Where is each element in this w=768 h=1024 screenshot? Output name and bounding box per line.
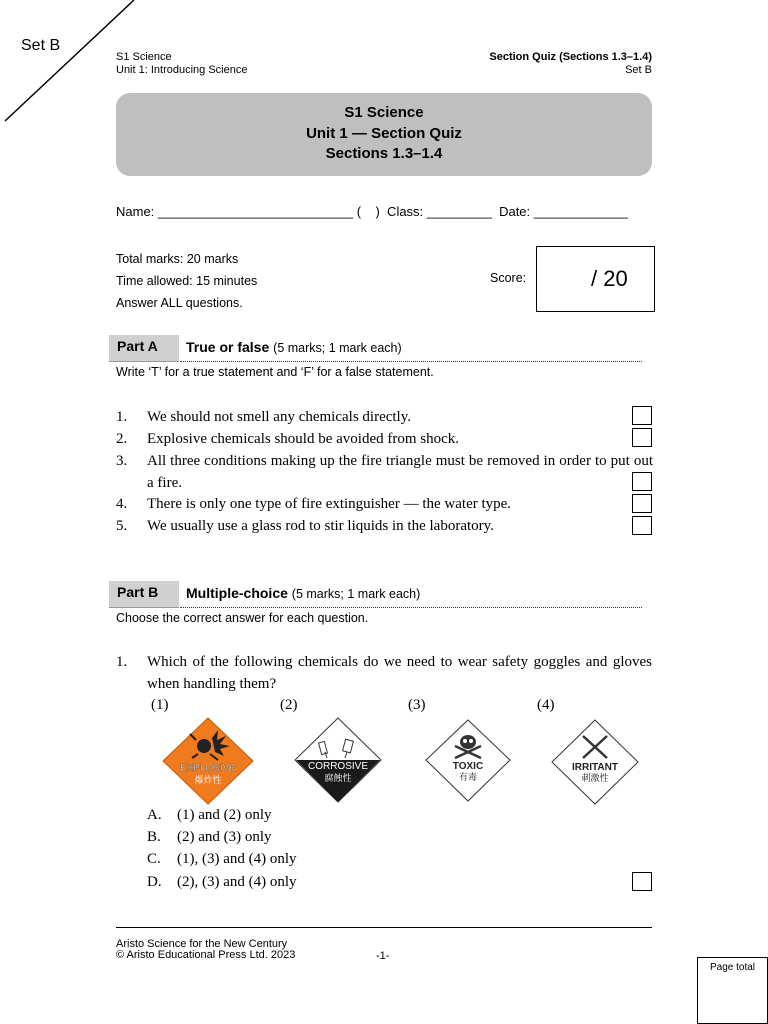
corrosive-hazard-icon: [292, 716, 384, 804]
header-unit: Unit 1: Introducing Science: [116, 64, 248, 76]
part-b-dotted-rule: [180, 607, 642, 608]
title-line-2: Unit 1 — Section Quiz: [306, 124, 462, 142]
footer-publisher: [116, 939, 295, 961]
score-label: Score:: [490, 271, 527, 285]
part-b-instruction: Choose the correct answer for each question.: [116, 611, 369, 625]
explosive-sign-text: EXPLOSIVE: [179, 763, 237, 774]
part-b-tab: Part B: [109, 581, 179, 607]
option-text: (2) and (3) only: [177, 829, 272, 845]
question-text: We usually use a glass rod to stir liquids in the laboratory.: [147, 518, 494, 534]
answer-box-a1[interactable]: [632, 406, 652, 425]
answer-box-a3[interactable]: [632, 472, 652, 491]
answer-box-a2[interactable]: [632, 428, 652, 447]
sign-label-2: (2): [280, 697, 298, 713]
toxic-sign-zh: 有毒: [458, 773, 478, 783]
answer-all-instruction: Answer ALL questions.: [116, 296, 243, 310]
title-line-3: Sections 1.3–1.4: [325, 145, 443, 162]
header-quiz: Section Quiz (Sections 1.3–1.4): [489, 51, 652, 63]
header-left: [116, 51, 247, 77]
sign-label-1: (1): [151, 697, 169, 713]
time-allowed: Time allowed: 15 minutes: [116, 274, 258, 288]
footer-rule: [116, 927, 652, 928]
part-a-marks: (5 marks; 1 mark each): [273, 341, 402, 355]
title-box: [116, 93, 652, 176]
corrosive-sign-text: CORROSIVE: [307, 761, 369, 772]
option-letter: B.: [147, 829, 161, 845]
quiz-info: [116, 248, 257, 314]
title-line-1: S1 Science: [344, 104, 424, 121]
explosive-hazard-icon: [160, 716, 256, 806]
option-letter: C.: [147, 851, 161, 867]
question-number: 4.: [116, 496, 128, 512]
option-b[interactable]: [147, 829, 447, 849]
part-a-instruction: Write ‘T’ for a true statement and ‘F’ for a false statement.: [116, 365, 434, 379]
question-number: 3.: [116, 453, 128, 469]
explosive-sign-zh: 爆炸性: [194, 776, 222, 786]
part-a-tab: Part A: [109, 335, 179, 361]
score-box[interactable]: [536, 246, 655, 312]
option-a[interactable]: [147, 807, 447, 827]
question-text: Explosive chemicals should be avoided from shock.: [147, 431, 460, 447]
score-out-of: / 20: [591, 266, 628, 291]
irritant-sign-zh: 刺激性: [581, 774, 609, 784]
option-text: (1), (3) and (4) only: [177, 851, 297, 867]
question-a1: [116, 406, 656, 426]
part-a-title: True or false: [186, 339, 270, 355]
option-text: (1) and (2) only: [177, 807, 272, 823]
option-d[interactable]: [147, 874, 447, 894]
answer-box-a5[interactable]: [632, 516, 652, 535]
student-info-line[interactable]: Name: ___________________________ ( ) Class: _________ Date: _____________: [116, 204, 628, 219]
question-a2: [116, 428, 656, 448]
question-text: We should not smell any chemicals directly.: [147, 409, 412, 425]
question-number: 2.: [116, 431, 128, 447]
question-number: 1.: [116, 409, 128, 425]
question-b1: [116, 651, 656, 695]
option-letter: D.: [147, 874, 162, 890]
question-text: There is only one type of fire extinguisher — the water type.: [147, 496, 512, 512]
part-b-tab-underline: [109, 607, 179, 608]
header-right: [489, 51, 652, 77]
question-a4: [116, 493, 656, 513]
answer-box-b1[interactable]: [632, 872, 652, 891]
toxic-hazard-icon: [423, 718, 513, 804]
irritant-sign-text: IRRITANT: [572, 762, 618, 773]
part-b-title: Multiple-choice: [186, 585, 288, 601]
question-text: Which of the following chemicals do we need to wear safety goggles and gloves when handling them?: [147, 654, 652, 692]
corner-set-label: Set B: [21, 37, 61, 54]
question-a3: [116, 450, 656, 494]
corrosive-sign-zh: 腐蝕性: [324, 774, 352, 784]
question-a5: [116, 515, 656, 535]
footer-line-1: Aristo Science for the New Century: [116, 938, 288, 950]
part-a-dotted-rule: [180, 361, 642, 362]
toxic-sign-text: TOXIC: [452, 761, 484, 772]
sign-label-4: (4): [537, 697, 555, 713]
page-total-box[interactable]: [697, 957, 768, 1024]
part-b-heading: [186, 585, 420, 601]
header-subject: S1 Science: [116, 51, 172, 63]
header-set: Set B: [625, 64, 652, 76]
irritant-hazard-icon: [550, 718, 640, 806]
part-b-marks: (5 marks; 1 mark each): [291, 587, 421, 601]
footer-line-2: © Aristo Educational Press Ltd. 2023: [116, 949, 296, 961]
answer-box-a4[interactable]: [632, 494, 652, 513]
page-number: -1-: [376, 950, 390, 962]
part-a-tab-underline: [109, 361, 179, 362]
question-text: All three conditions making up the fire triangle must be removed in order to put out a fire.: [147, 453, 653, 491]
part-a-heading: [186, 339, 402, 355]
sign-label-3: (3): [408, 697, 426, 713]
option-c[interactable]: [147, 851, 447, 871]
page-total-label: Page total: [709, 962, 756, 973]
option-letter: A.: [147, 807, 162, 823]
question-number: 5.: [116, 518, 128, 534]
total-marks: Total marks: 20 marks: [116, 252, 239, 266]
option-text: (2), (3) and (4) only: [177, 874, 297, 890]
question-number: 1.: [116, 654, 128, 670]
